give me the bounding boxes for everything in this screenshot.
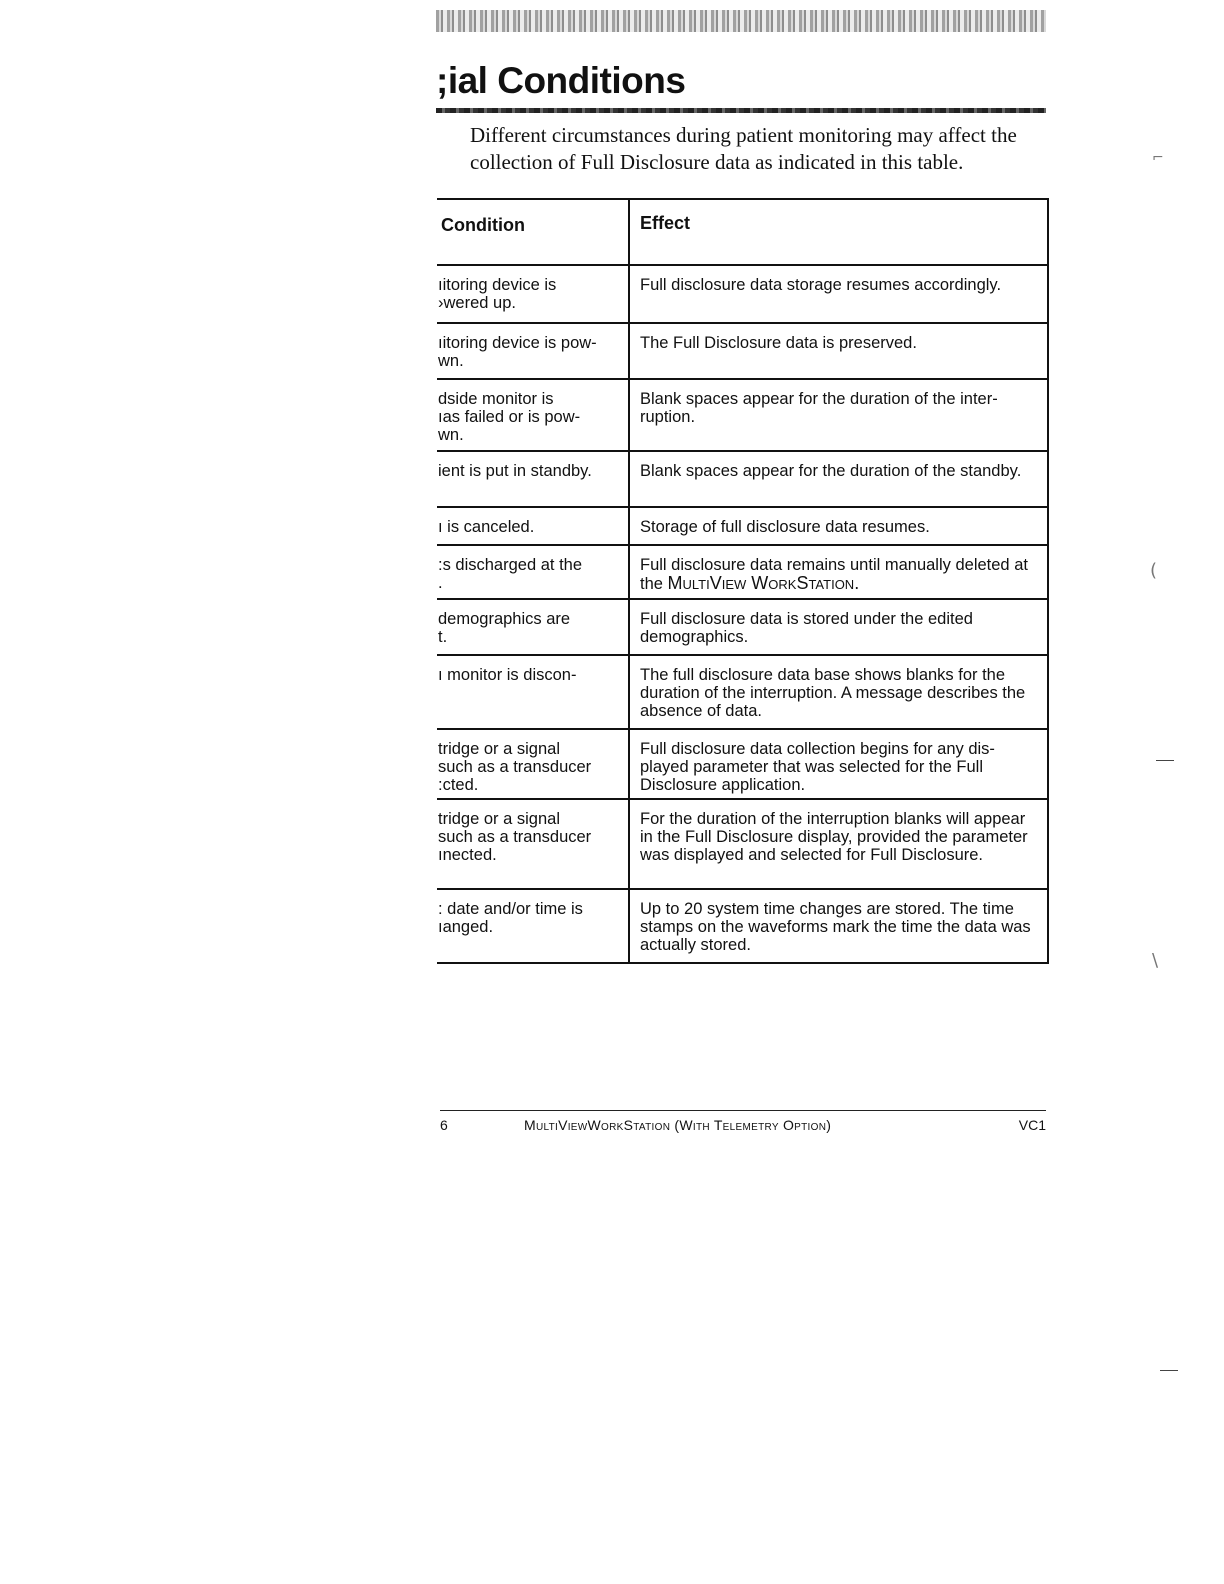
table-row <box>437 379 1048 451</box>
version-label: VC1 <box>1018 1117 1046 1133</box>
table-row <box>437 545 1048 599</box>
condition-cell: ı is canceled. <box>437 507 629 545</box>
table-row <box>437 799 1048 889</box>
table-row <box>437 729 1048 799</box>
table-row <box>437 599 1048 655</box>
effect-cell: Blank spaces appear for the duration of the standby. <box>629 451 1048 507</box>
effect-cell: For the duration of the interruption blanks will appear in the Full Disclosure display, provided the parameter was displayed and selected for Full Disclosure. <box>629 799 1048 889</box>
condition-cell: : date and/or time is ıanged. <box>437 889 629 963</box>
effect-cell: Full disclosure data collection begins for any dis-played parameter that was selected for the Full Disclosure application. <box>629 729 1048 799</box>
condition-cell: :s discharged at the . <box>437 545 629 599</box>
effect-text: Full disclosure data remains until manually deleted at the <box>640 556 1028 593</box>
conditions-table-container <box>437 198 1048 964</box>
condition-cell: dside monitor is ıas failed or is pow- wn. <box>437 379 629 451</box>
effect-cell: Full disclosure data storage resumes accordingly. <box>629 265 1048 323</box>
table-row <box>437 889 1048 963</box>
footer-divider <box>440 1110 1046 1111</box>
effect-cell: Storage of full disclosure data resumes. <box>629 507 1048 545</box>
page-number: 6 <box>440 1117 448 1133</box>
effect-cell: The Full Disclosure data is preserved. <box>629 323 1048 379</box>
effect-cell: The full disclosure data base shows blanks for the duration of the interruption. A message describes the absence of data. <box>629 655 1048 729</box>
scan-mark <box>1156 760 1174 761</box>
table-row <box>437 323 1048 379</box>
scan-mark: \ <box>1152 950 1159 971</box>
condition-cell: tridge or a signal such as a transducer ınected. <box>437 799 629 889</box>
table-row <box>437 507 1048 545</box>
effect-cell <box>629 545 1048 599</box>
condition-cell: ient is put in standby. <box>437 451 629 507</box>
effect-cell: Up to 20 system time changes are stored. The time stamps on the waveforms mark the time the data was actually stored. <box>629 889 1048 963</box>
page-footer <box>440 1117 1046 1137</box>
scan-mark <box>1160 1370 1178 1371</box>
conditions-table <box>437 198 1049 964</box>
table-row <box>437 655 1048 729</box>
condition-cell: ı monitor is discon- <box>437 655 629 729</box>
document-name: MultiViewWorkStation (With Telemetry Option) <box>524 1117 832 1133</box>
table-row <box>437 265 1048 323</box>
header-condition: Condition <box>437 199 629 265</box>
intro-paragraph: Different circumstances during patient monitoring may affect the collection of Full Disclosure data as indicated in this table. <box>470 123 1017 174</box>
condition-cell: demographics are t. <box>437 599 629 655</box>
effect-cell: Blank spaces appear for the duration of the inter-ruption. <box>629 379 1048 451</box>
effect-cell: Full disclosure data is stored under the edited demographics. <box>629 599 1048 655</box>
title-divider <box>436 108 1046 113</box>
condition-cell: tridge or a signal such as a transducer :cted. <box>437 729 629 799</box>
scan-mark: ⌐ <box>1152 150 1164 166</box>
scan-mark: ( <box>1150 560 1158 581</box>
table-header-row <box>437 199 1048 265</box>
scan-header-band <box>436 10 1046 32</box>
header-effect: Effect <box>629 199 1048 265</box>
page-title: ;ial Conditions <box>436 60 686 101</box>
table-row <box>437 451 1048 507</box>
condition-cell: ıitoring device is pow- wn. <box>437 323 629 379</box>
product-name: MultiView WorkStation. <box>667 573 860 593</box>
condition-cell: ıitoring device is ›wered up. <box>437 265 629 323</box>
